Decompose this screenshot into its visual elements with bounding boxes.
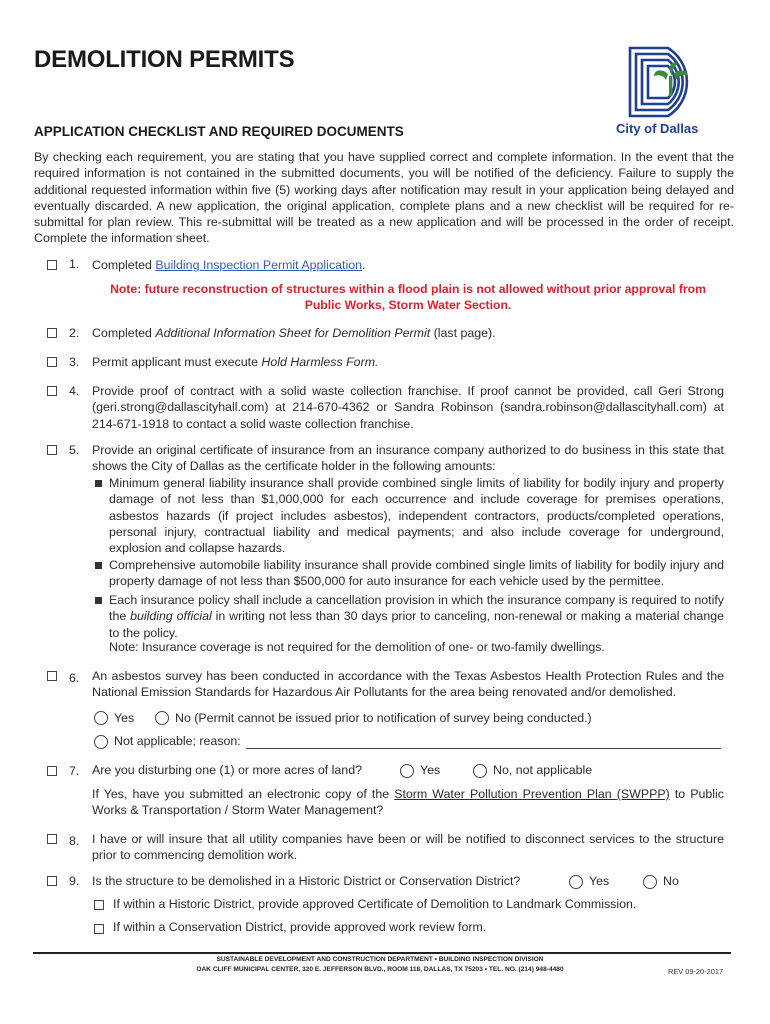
item-1-post: . (362, 258, 366, 272)
item-7-checkbox[interactable] (47, 766, 57, 776)
item-4-text: Provide proof of contract with a solid waste collection franchise. If proof cannot be provided, call Geri Strong (geri.strong@dallascityhall.com) at 214-670-4362 or Sandra Robinson (sandra.robinson@dallascityhall.com) at 214-671-1918 to contact a solid waste collection franchise. (92, 384, 724, 431)
item-9-checkbox[interactable] (47, 876, 57, 886)
item-2-text (92, 325, 724, 341)
section-subtitle: APPLICATION CHECKLIST AND REQUIRED DOCUMENTS (34, 124, 404, 139)
item-5-b3-post: in writing not less than 30 days prior to canceling, non-renewal or making a material change to the policy. (109, 609, 724, 640)
item-5-checkbox[interactable] (47, 445, 57, 455)
item-9-no-radio[interactable] (643, 875, 657, 889)
item-5-bullet-auto-liability: Comprehensive automobile liability insurance shall provide combined single limits of liability for bodily injury and property damage of not less than $500,000 for auto insurance for each vehicle used by the permittee. (109, 558, 724, 589)
item-7-no-label: No, not applicable (493, 763, 593, 777)
item-9-no-label: No (663, 874, 679, 888)
bullet-icon (95, 597, 102, 604)
item-1-pre: Completed (92, 258, 156, 272)
item-5-b3-pre: Each insurance policy shall include a cancellation provision in which the insurance company is required to notify the (109, 593, 724, 624)
item-6-not-applicable-label: Not applicable; reason: (114, 734, 241, 748)
item-5-insurance-note: Note: Insurance coverage is not required for the demolition of one- or two-family dwellings. (109, 640, 605, 654)
item-9-question: Is the structure to be demolished in a Historic District or Conservation District? (92, 874, 521, 888)
item-5-b3-italic: building official (130, 609, 212, 624)
flood-plain-note: Note: future reconstruction of structures within a flood plain is not allowed without prior approval from Public Works, Storm Water Section. (110, 282, 706, 312)
item-2-checkbox[interactable] (47, 328, 57, 338)
footer-divider (33, 952, 731, 954)
item-7-follow-pre: If Yes, have you submitted an electronic copy of the (92, 787, 395, 801)
item-4-number: 4. (69, 384, 80, 398)
historic-district-text: If within a Historic District, provide approved Certificate of Demolition to Landmark Commission. (113, 897, 637, 911)
item-6-checkbox[interactable] (47, 671, 57, 681)
item-7-question: Are you disturbing one (1) or more acres of land? (92, 763, 362, 777)
item-2-pre: Completed (92, 326, 156, 340)
footer-department: SUSTAINABLE DEVELOPMENT AND CONSTRUCTION DEPARTMENT • BUILDING INSPECTION DIVISION (216, 956, 544, 963)
swppp-link[interactable]: Storm Water Pollution Prevention Plan (SWPPP) (394, 787, 670, 801)
item-6-no-radio[interactable] (155, 711, 169, 725)
item-3-italic: Hold Harmless Form. (261, 355, 379, 369)
item-9-yes-label: Yes (589, 874, 610, 888)
item-7-follow-post: to Public Works & Transportation / Storm Water Management? (92, 787, 724, 818)
page-title: DEMOLITION PERMITS (34, 46, 295, 73)
reason-input-line[interactable] (246, 748, 721, 749)
item-5-number: 5. (69, 443, 80, 457)
item-5-bullet-general-liability: Minimum general liability insurance shall provide combined single limits of liability for bodily injury and property damage of not less than $1,000,000 for each occurrence and include coverage for premises operations, asbestos hazards (if project includes asbestos), independent contractors, products/completed operations, personal injury, contractual liability and medical payments; and also include coverage for underground, explosion and collapse hazards. (109, 476, 724, 556)
item-3-pre: Permit applicant must execute (92, 355, 262, 369)
item-1-checkbox[interactable] (47, 260, 57, 270)
item-8-text: I have or will insure that all utility companies have been or will be notified to disconnect services to the structure prior to commencing demolition work. (92, 832, 724, 863)
item-6-number: 6. (69, 671, 80, 685)
item-6-yes-label: Yes (114, 711, 135, 725)
item-7-yes-label: Yes (420, 763, 441, 777)
item-2-post: (last page). (430, 326, 496, 340)
conservation-district-checkbox[interactable] (94, 924, 104, 934)
item-2-number: 2. (69, 326, 80, 340)
item-3-number: 3. (69, 355, 80, 369)
item-5-bullet-cancellation (109, 592, 724, 641)
building-permit-application-link[interactable]: Building Inspection Permit Application (155, 258, 363, 272)
logo-text: City of Dallas (616, 121, 699, 136)
item-9-yes-radio[interactable] (569, 875, 583, 889)
item-7-no-radio[interactable] (473, 764, 487, 778)
historic-district-checkbox[interactable] (94, 900, 104, 910)
item-2-italic: Additional Information Sheet for Demolition Permit (155, 326, 431, 340)
revision-date: REV 09-20-2017 (668, 967, 724, 976)
item-6-no-label: No (Permit cannot be issued prior to notification of survey being conducted.) (175, 711, 592, 725)
item-9-number: 9. (69, 874, 80, 888)
item-3-checkbox[interactable] (47, 357, 57, 367)
conservation-district-text: If within a Conservation District, provide approved work review form. (113, 920, 487, 934)
bullet-icon (95, 562, 102, 569)
item-7-followup (92, 786, 724, 819)
item-6-yes-radio[interactable] (94, 711, 108, 725)
item-4-checkbox[interactable] (47, 386, 57, 396)
intro-paragraph: By checking each requirement, you are stating that you have supplied correct and complete information. In the event that the required information is not contained in the submitted documents, you will be notified of the deficiency. Failure to supply the additional requested information within five (5) working days after notification may result in your application being delayed and eventually discarded. A new application, the original application, complete plans and a new checklist will be required for re-submittal for plan review. This re-submittal will be treated as a new application and will be processed in the order of receipt. Complete the information sheet. (34, 150, 734, 246)
item-5-text: Provide an original certificate of insurance from an insurance company authorized to do business in this state that shows the City of Dallas as the certificate holder in the following amounts: (92, 443, 724, 474)
item-7-number: 7. (69, 764, 80, 778)
footer-address: OAK CLIFF MUNICIPAL CENTER, 320 E. JEFFERSON BLVD., ROOM 118, DALLAS, TX 75203 • TEL. NO. (214) 948-4480 (196, 966, 564, 973)
item-1-number: 1. (69, 257, 80, 271)
item-6-not-applicable-radio[interactable] (94, 735, 108, 749)
item-8-number: 8. (69, 834, 80, 848)
item-7-yes-radio[interactable] (400, 764, 414, 778)
item-6-text: An asbestos survey has been conducted in accordance with the Texas Asbestos Health Protection Rules and the National Emission Standards for Hazardous Air Pollutants for the area being renovated and/or demolished. (92, 669, 724, 700)
item-3-text (92, 354, 724, 370)
item-1-text (92, 257, 724, 273)
item-8-checkbox[interactable] (47, 834, 57, 844)
bullet-icon (95, 480, 102, 487)
